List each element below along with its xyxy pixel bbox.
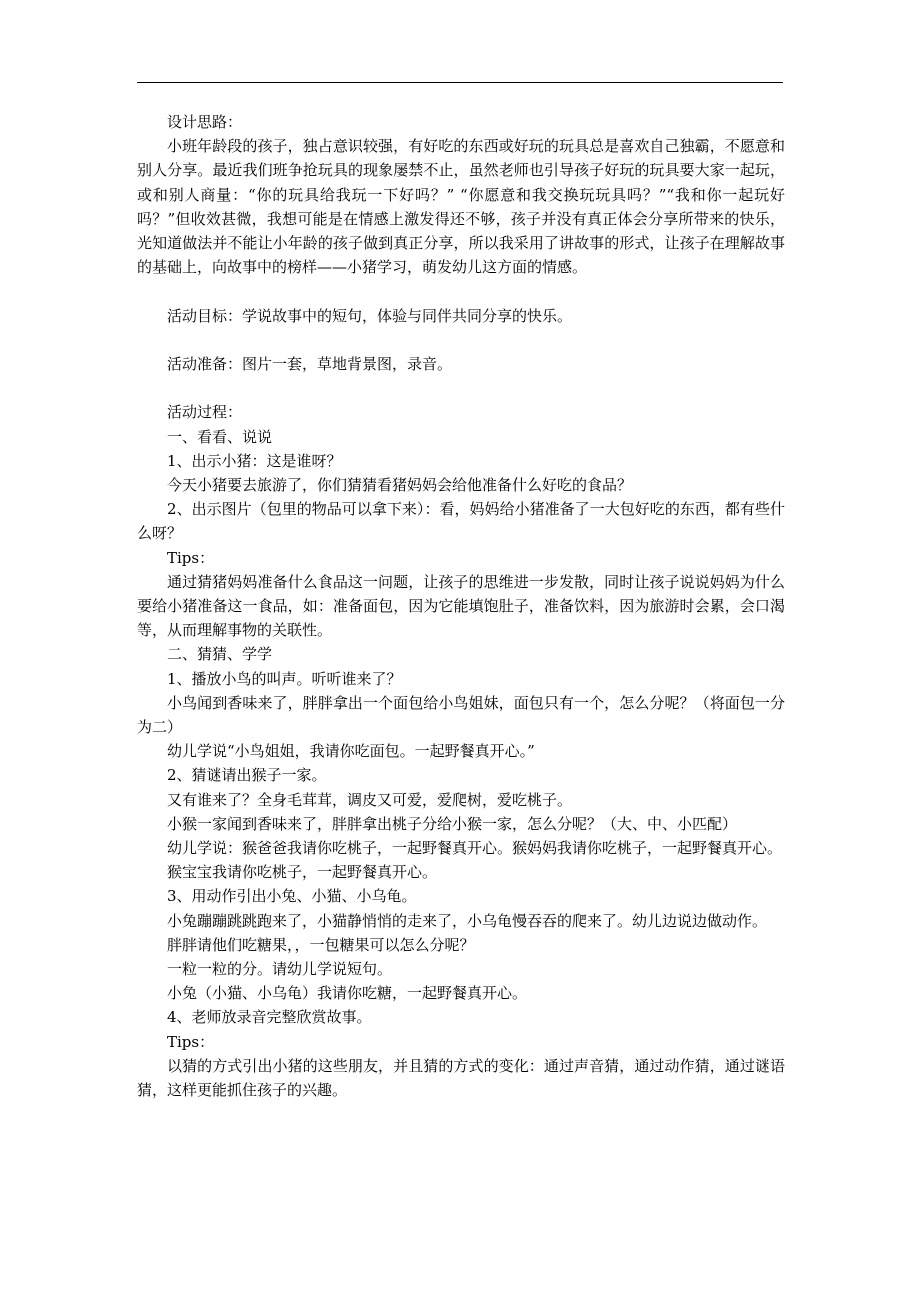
- paragraph: 幼儿学说：猴爸爸我请你吃桃子，一起野餐真开心。猴妈妈我请你吃桃子，一起野餐真开心。: [167, 839, 783, 858]
- blank-line: [137, 279, 785, 303]
- paragraph: 小鸟闻到香味来了，胖胖拿出一个面包给小鸟姐妹，面包只有一个，怎么分呢？（将面包一分为二）: [137, 693, 785, 737]
- paragraph: 今天小猪要去旅游了，你们猜猜看猪妈妈会给他准备什么好吃的食品？: [167, 476, 633, 494]
- header-rule: [137, 82, 783, 83]
- paragraph: 小猴一家闻到香味来了，胖胖拿出桃子分给小猴一家，怎么分呢？（大、中、小匹配）: [167, 814, 738, 833]
- paragraph: 幼儿学说“小鸟姐姐，我请你吃面包。一起野餐真开心。”: [167, 742, 535, 761]
- paragraph-design-rationale: 小班年龄段的孩子，独占意识较强，有好吃的东西或好玩的玩具总是喜欢自己独霸，不愿意和别人分享。最近我们班争抢玩具的现象屡禁不止，虽然老师也引导孩子好玩的玩具要大家一起玩，或和别人商量：“你的玩具给我玩一下好吗？” “你愿意和我交换玩玩具吗？”“我和你一起玩好吗？”但收效甚微，我想可能是在情感上激发得还不够，孩子并没有真正体会分享所带来的快乐，光知道做法并不能让小年龄的孩子做到真正分享，所以我采用了讲故事的形式，让孩子在理解故事的基础上，向故事中的榜样——小猪学习，萌发幼儿这方面的情感。: [137, 137, 785, 277]
- tips-paragraph: 通过猜猪妈妈准备什么食品这一问题，让孩子的思维进一步发散，同时让孩子说说妈妈为什么要给小猪准备这一食品，如：准备面包，因为它能填饱肚子，准备饮料，因为旅游时会累，会口渴等，从而理解事物的关联性。: [137, 572, 785, 640]
- list-item: 1、播放小鸟的叫声。听听谁来了？: [167, 669, 402, 688]
- blank-line: [137, 328, 785, 352]
- list-item: 4、老师放录音完整欣赏故事。: [167, 1008, 372, 1027]
- paragraph: 一粒一粒的分。请幼儿学说短句。: [167, 960, 393, 979]
- list-item: 1、出示小猪：这是谁呀？: [167, 451, 342, 470]
- list-item: 2、猜谜请出猴子一家。: [167, 766, 327, 785]
- paragraph: 猴宝宝我请你吃桃子，一起野餐真开心。: [167, 863, 438, 882]
- list-item: 3、用动作引出小兔、小猫、小乌龟。: [167, 887, 417, 906]
- step-heading-2: 二、猜猜、学学: [167, 645, 273, 664]
- section-heading-process: 活动过程：: [167, 403, 243, 422]
- blank-line: [137, 376, 785, 400]
- list-item: 2、出示图片（包里的物品可以拿下来）：看，妈妈给小猪准备了一大包好吃的东西，都有些什么呀？: [137, 500, 785, 543]
- paragraph: 小兔蹦蹦跳跳跑来了，小猫静悄悄的走来了，小乌龟慢吞吞的爬来了。幼儿边说边做动作。: [167, 911, 768, 930]
- section-heading-design: 设计思路：: [167, 113, 243, 131]
- tips-label: Tips：: [167, 1032, 215, 1051]
- step-heading-1: 一、看看、说说: [167, 427, 273, 446]
- paragraph: 又有谁来了？全身毛茸茸，调皮又可爱，爱爬树，爱吃桃子。: [167, 790, 573, 809]
- paragraph: 胖胖请他们吃糖果，，一包糖果可以怎么分呢？: [167, 935, 475, 954]
- paragraph-activity-goal: 活动目标：学说故事中的短句，体验与同伴共同分享的快乐。: [167, 306, 573, 325]
- tips-paragraph: 以猜的方式引出小猪的这些朋友，并且猜的方式的变化：通过声音猜，通过动作猜，通过谜语猜，这样更能抓住孩子的兴趣。: [137, 1056, 785, 1100]
- document-body: [137, 110, 785, 1102]
- tips-label: Tips：: [167, 548, 215, 567]
- paragraph: 小兔（小猫、小乌龟）我请你吃糖，一起野餐真开心。: [167, 984, 528, 1003]
- paragraph-activity-prep: 活动准备：图片一套，草地背景图，录音。: [167, 355, 453, 373]
